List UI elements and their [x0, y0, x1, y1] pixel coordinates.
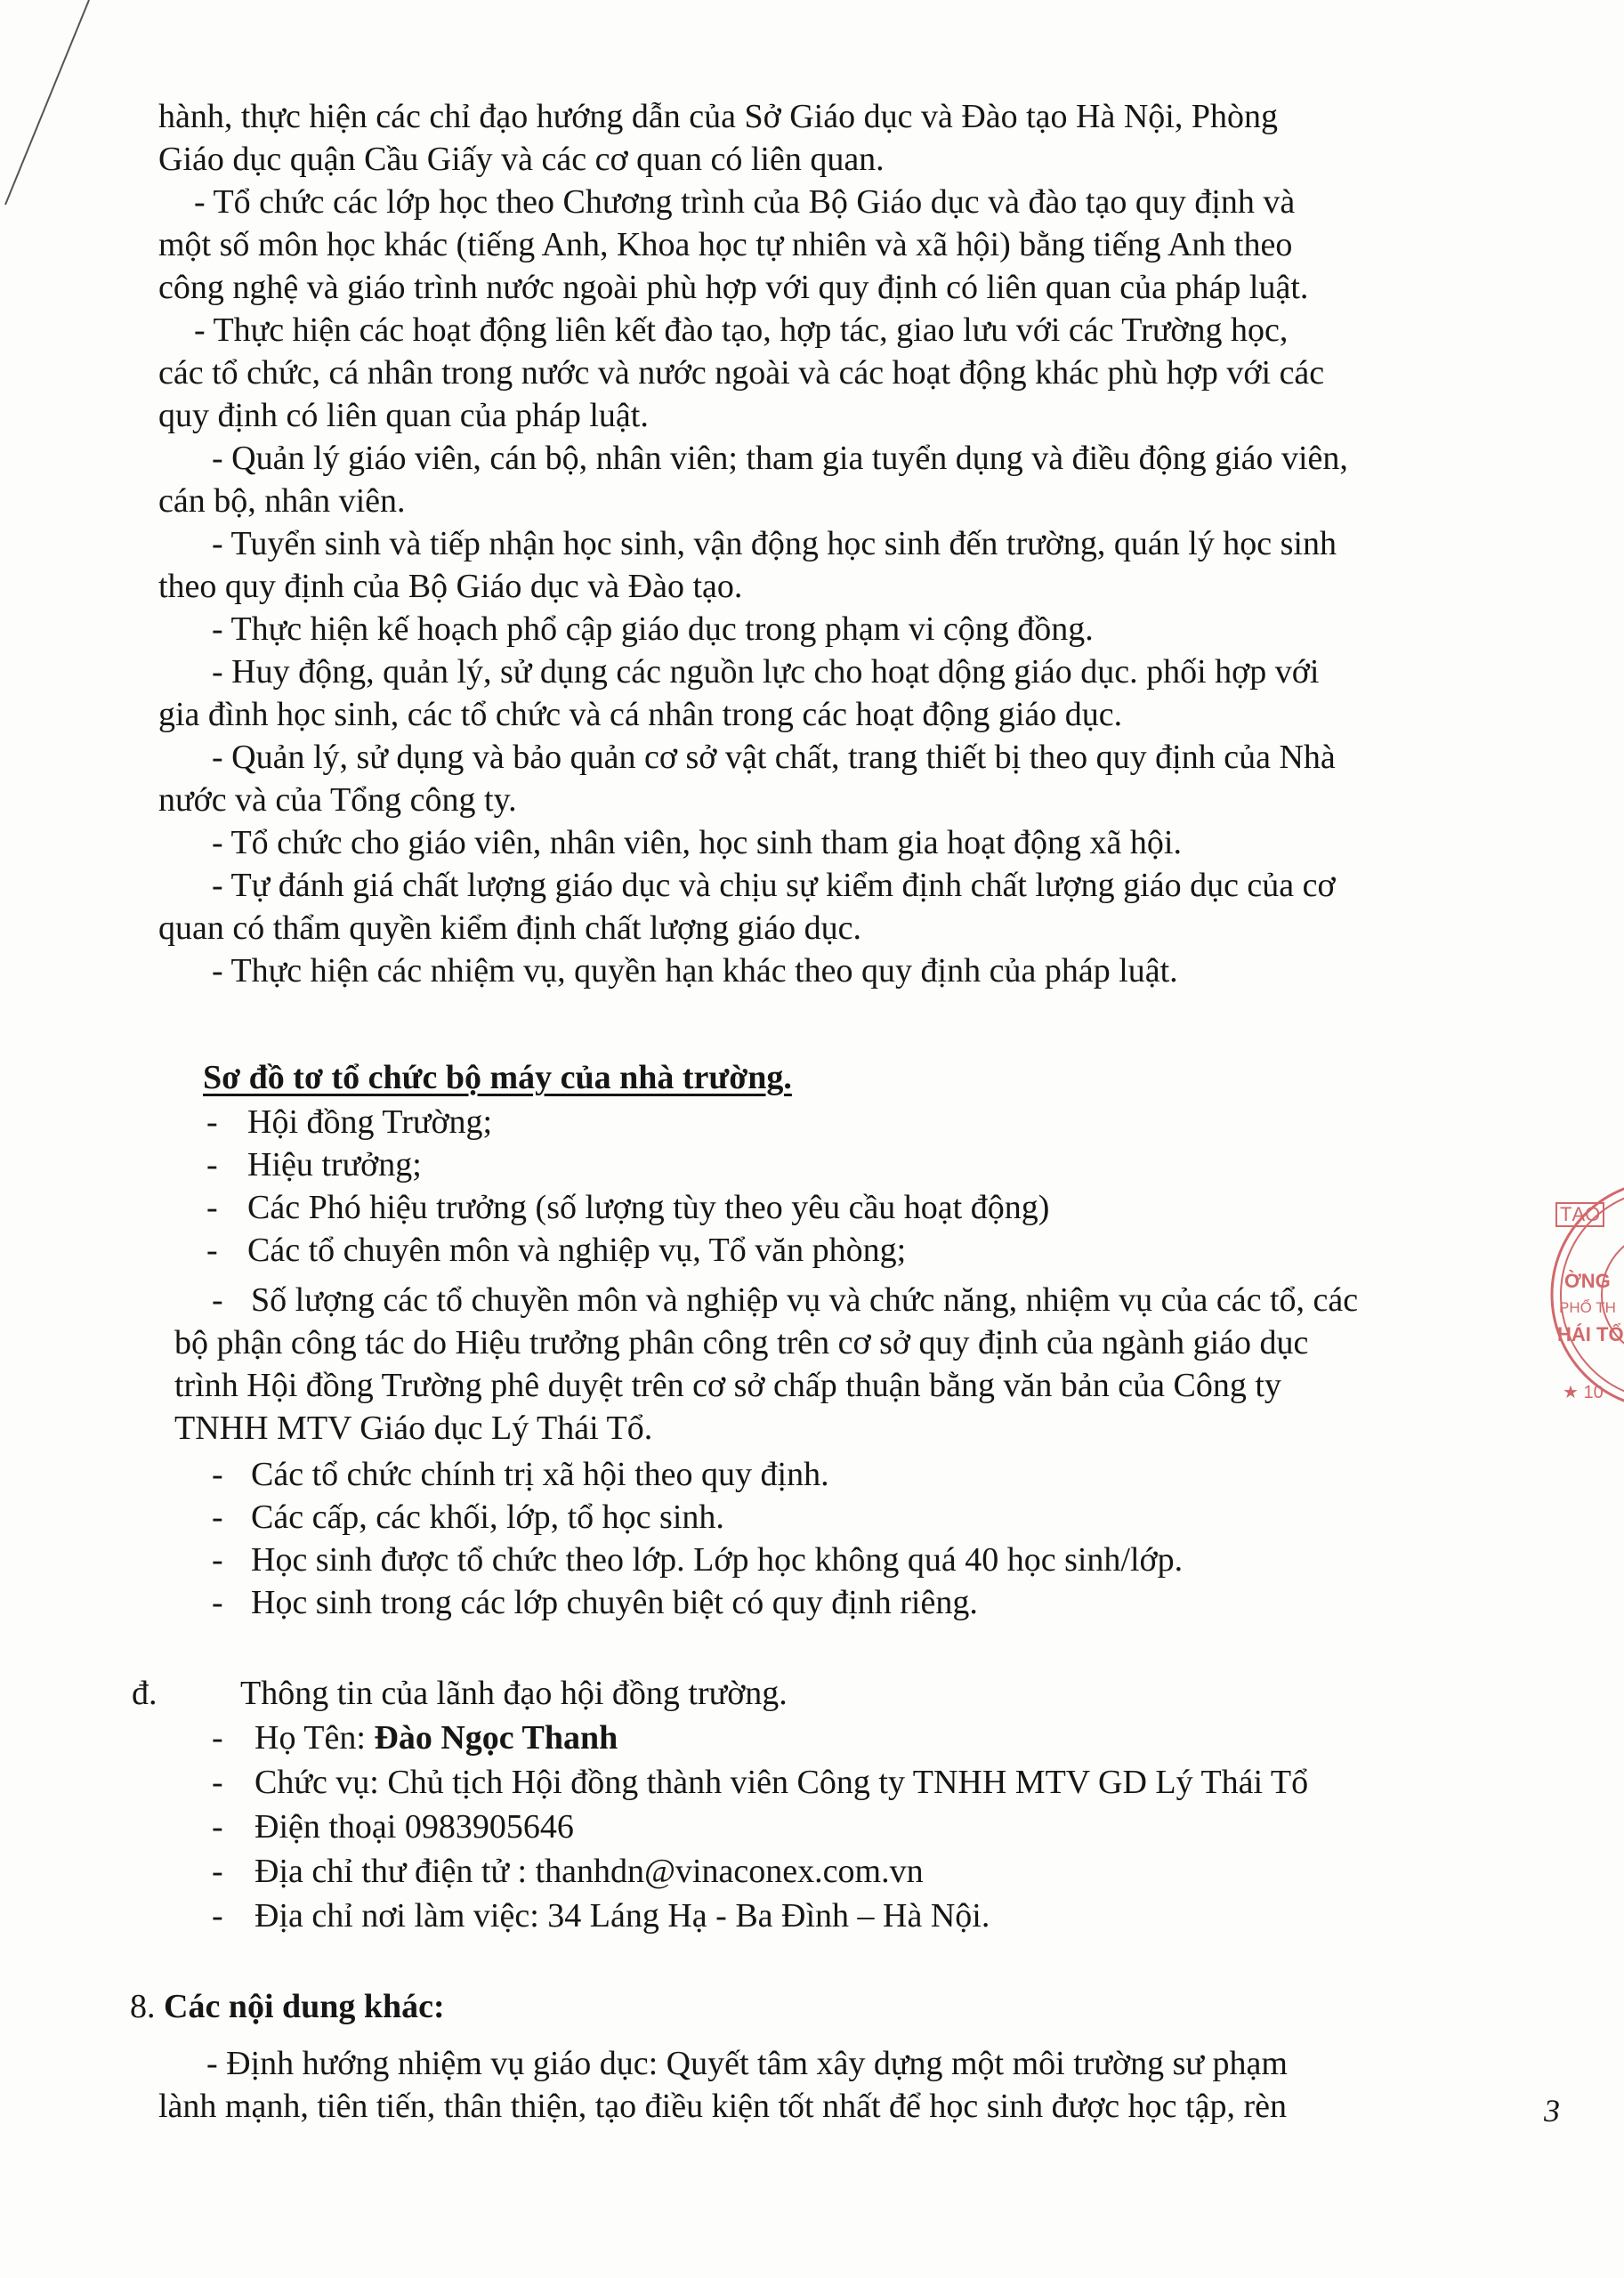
org-list-item: Hiệu trưởng; — [247, 1146, 422, 1183]
paragraph-line: nước và của Tổng công ty. — [158, 781, 517, 819]
list-dash: - — [212, 1281, 223, 1319]
paragraph-line: Giáo dục quận Cầu Giấy và các cơ quan có liên quan. — [158, 141, 885, 178]
paragraph-line: các tổ chức, cá nhân trong nước và nước ngoài và các hoạt động khác phù hợp với các — [158, 354, 1325, 392]
list-dash: - — [212, 1808, 223, 1846]
section-8-heading — [130, 1990, 445, 2024]
list-dash: - — [212, 1853, 223, 1890]
org-list-item: Các tổ chức chính trị xã hội theo quy định. — [251, 1456, 829, 1493]
org-chart-heading: Sơ đồ tơ tổ chức bộ máy của nhà trường. — [203, 1059, 792, 1096]
list-dash: - — [212, 1719, 223, 1757]
page-number: 3 — [1544, 2093, 1560, 2129]
paragraph-line: - Định hướng nhiệm vụ giáo dục: Quyết tâm xây dựng một môi trường sư phạm — [206, 2045, 1288, 2082]
org-list-item: Học sinh trong các lớp chuyên biệt có quy định riêng. — [251, 1584, 978, 1621]
list-dash: - — [206, 1232, 218, 1269]
list-dash: - — [212, 1498, 223, 1536]
leader-address: Địa chỉ nơi làm việc: 34 Láng Hạ - Ba Đình – Hà Nội. — [255, 1897, 990, 1935]
list-dash: - — [206, 1146, 218, 1183]
stamp-text: ★ 10 — [1563, 1383, 1604, 1402]
org-long-item-line: Số lượng các tổ chuyền môn và nghiệp vụ và chức năng, nhiệm vụ của các tổ, các — [251, 1281, 1359, 1319]
section-letter: đ. — [132, 1675, 158, 1712]
section-8-number: 8. — [130, 1988, 164, 2025]
paragraph-line: quan có thẩm quyền kiểm định chất lượng giáo dục. — [158, 909, 861, 947]
paragraph-line: - Tổ chức cho giáo viên, nhân viên, học sinh tham gia hoạt động xã hội. — [212, 824, 1182, 861]
paragraph-line: cán bộ, nhân viên. — [158, 482, 406, 520]
list-dash: - — [212, 1541, 223, 1579]
paragraph-line: gia đình học sinh, các tổ chức và cá nhân trong các hoạt động giáo dục. — [158, 696, 1123, 733]
paragraph-line: - Thực hiện kế hoạch phổ cập giáo dục trong phạm vi cộng đồng. — [212, 610, 1094, 648]
leader-name: Đào Ngọc Thanh — [374, 1719, 618, 1757]
paragraph-line: - Huy động, quản lý, sử dụng các nguồn lực cho hoạt dộng giáo dục. phối hợp với — [212, 653, 1320, 691]
list-dash: - — [212, 1897, 223, 1935]
leader-name-label: Họ Tên: — [255, 1719, 375, 1757]
list-dash: - — [212, 1764, 223, 1801]
org-long-item-line: TNHH MTV Giáo dục Lý Thái Tổ. — [174, 1410, 653, 1447]
org-list-item: Các Phó hiệu trưởng (số lượng tùy theo yêu cầu hoạt động) — [247, 1189, 1050, 1226]
scan-edge-mark — [0, 0, 107, 214]
stamp-text: ỜNG — [1564, 1270, 1611, 1292]
paragraph-line: lành mạnh, tiên tiến, thân thiện, tạo điều kiện tốt nhất để học sinh được học tập, rèn — [158, 2088, 1287, 2125]
list-dash: - — [212, 1456, 223, 1493]
paragraph-line: theo quy định của Bộ Giáo dục và Đào tạo. — [158, 568, 743, 605]
org-long-item-line: trình Hội đồng Trường phê duyệt trên cơ sở chấp thuận bằng văn bản của Công ty — [174, 1367, 1281, 1404]
paragraph-line: quy định có liên quan của pháp luật. — [158, 397, 649, 434]
company-stamp — [1532, 1179, 1624, 1464]
paragraph-line: - Thực hiện các nhiệm vụ, quyền hạn khác theo quy định của pháp luật. — [212, 952, 1178, 990]
list-dash: - — [212, 1584, 223, 1621]
leader-section-title: Thông tin của lãnh đạo hội đồng trường. — [240, 1675, 788, 1712]
paragraph-line: hành, thực hiện các chỉ đạo hướng dẫn của Sở Giáo dục và Đào tạo Hà Nội, Phòng — [158, 98, 1278, 135]
leader-name-line — [255, 1721, 618, 1755]
stamp-text: TẠO — [1555, 1202, 1604, 1227]
paragraph-line: - Thực hiện các hoạt động liên kết đào tạo, hợp tác, giao lưu với các Trường học, — [194, 311, 1289, 349]
org-list-item: Học sinh được tổ chức theo lớp. Lớp học không quá 40 học sinh/lớp. — [251, 1541, 1184, 1579]
list-dash: - — [206, 1189, 218, 1226]
list-dash: - — [206, 1103, 218, 1141]
stamp-text: HÁI TỔ — [1557, 1323, 1624, 1345]
leader-email: Địa chỉ thư điện tử : thanhdn@vinaconex.com.vn — [255, 1853, 924, 1890]
paragraph-line: - Tổ chức các lớp học theo Chương trình của Bộ Giáo dục và đào tạo quy định và — [194, 183, 1296, 221]
section-8-title: Các nội dung khác: — [164, 1988, 445, 2025]
paragraph-line: - Quản lý giáo viên, cán bộ, nhân viên; tham gia tuyển dụng và điều động giáo viên, — [212, 440, 1348, 477]
paragraph-line: - Tự đánh giá chất lượng giáo dục và chịu sự kiểm định chất lượng giáo dục của cơ — [212, 867, 1336, 904]
stamp-text: PHỔ TH — [1559, 1299, 1616, 1316]
org-list-item: Các cấp, các khối, lớp, tổ học sinh. — [251, 1498, 724, 1536]
org-long-item-line: bộ phận công tác do Hiệu trưởng phân công trên cơ sở quy định của ngành giáo dục — [174, 1324, 1309, 1361]
paragraph-line: - Quản lý, sử dụng và bảo quản cơ sở vật chất, trang thiết bị theo quy định của Nhà — [212, 739, 1336, 776]
paragraph-line: một số môn học khác (tiếng Anh, Khoa học tự nhiên và xã hội) bằng tiếng Anh theo — [158, 226, 1293, 263]
leader-phone: Điện thoại 0983905646 — [255, 1808, 574, 1846]
org-list-item: Các tổ chuyên môn và nghiệp vụ, Tổ văn phòng; — [247, 1232, 907, 1269]
paragraph-line: công nghệ và giáo trình nước ngoài phù hợp với quy định có liên quan của pháp luật. — [158, 269, 1309, 306]
org-list-item: Hội đồng Trường; — [247, 1103, 493, 1141]
paragraph-line: - Tuyển sinh và tiếp nhận học sinh, vận động học sinh đến trường, quán lý học sinh — [212, 525, 1337, 562]
leader-position: Chức vụ: Chủ tịch Hội đồng thành viên Công ty TNHH MTV GD Lý Thái Tổ — [255, 1764, 1309, 1801]
